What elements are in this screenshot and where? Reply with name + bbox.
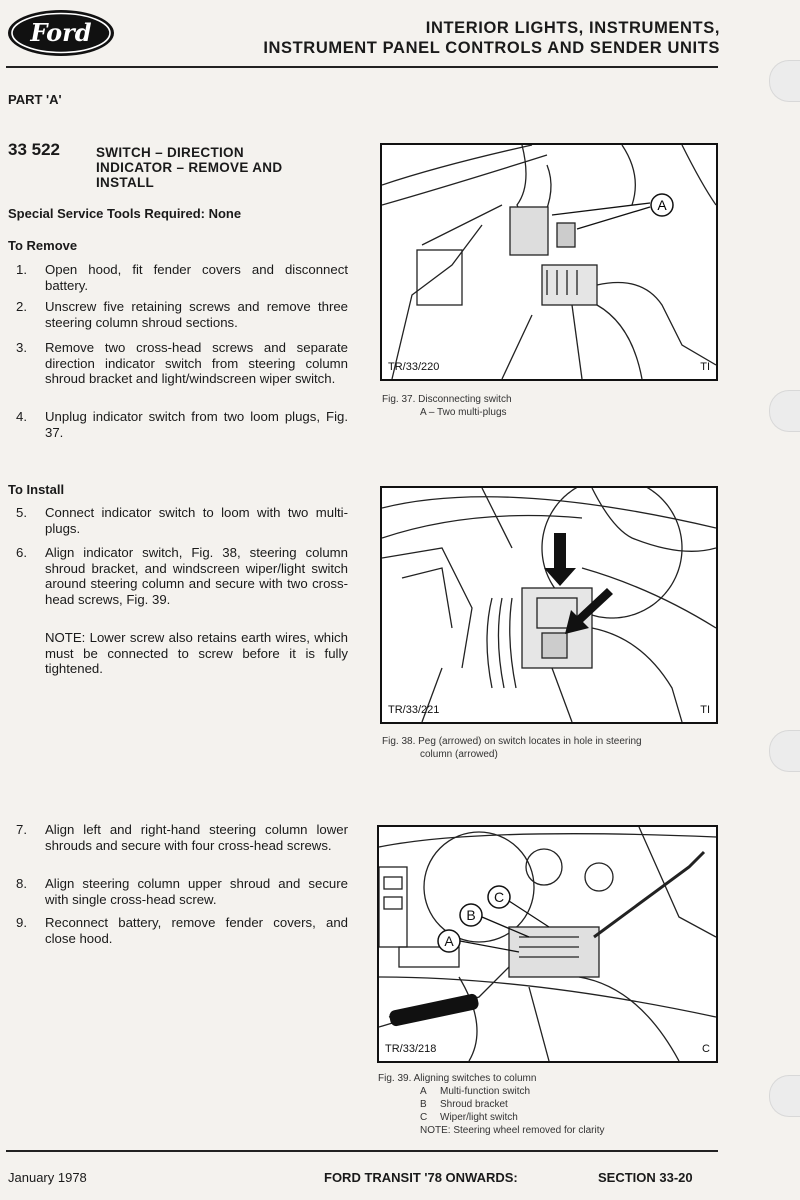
step-number: 6. [16,545,27,560]
step-number: 8. [16,876,27,891]
step-text: Reconnect battery, remove fender covers, and close hood. [45,915,348,946]
step-text: Remove two cross-head screws and separate direction indicator switch from steering column shroud bracket and light/windscreen wiper switch. [45,340,348,386]
remove-heading: To Remove [8,238,78,253]
figure-39 [377,825,718,1063]
section-number: 33 522 [8,140,60,159]
step-number: 9. [16,915,27,930]
step-2 [8,299,348,330]
step-text: Align left and right-hand steering column lower shrouds and secure with four cross-head screws. [45,822,348,853]
tools-required: Special Service Tools Required: None [8,206,242,221]
step-9 [8,915,348,946]
fig37-label-a: A [657,197,667,213]
figure-39-illustration [379,827,716,1061]
section-title [96,145,282,190]
figure-37 [380,143,718,381]
ford-logo-text: Ford [30,18,92,47]
binder-tab-4 [769,1075,800,1117]
section-title-line-2: INDICATOR – REMOVE AND [96,160,283,175]
step-text: Open hood, fit fender covers and disconnect battery. [45,262,348,293]
step-number: 5. [16,505,27,520]
figure-37-corner: TI [700,361,710,373]
legend-key: A [420,1086,427,1097]
page-title [263,18,720,58]
step-5 [8,505,348,536]
legend-value: Shroud bracket [440,1099,508,1110]
step-text: Unplug indicator switch from two loom plugs, Fig. 37. [45,409,348,440]
step-3 [8,340,348,387]
footer-model: FORD TRANSIT '78 ONWARDS: [324,1170,518,1185]
footer-section: SECTION 33-20 [598,1170,693,1185]
step-number: 2. [16,299,27,314]
fig39-label-c: C [493,889,505,905]
step-6 [8,545,348,607]
figure-39-id: TR/33/218 [385,1043,437,1055]
step-4 [8,409,348,440]
install-heading: To Install [8,482,65,497]
part-label: PART 'A' [8,92,62,107]
step-text: Align indicator switch, Fig. 38, steering column shroud bracket, and windscreen wiper/light switch around steering column and secure with two cross-head screws, Fig. 39. [45,545,348,607]
figure-37-item: A – Two multi-plugs [420,407,507,418]
figure-37-illustration [382,145,716,379]
figure-38-caption-cont: column (arrowed) [420,749,498,760]
page-title-line-2: INSTRUMENT PANEL CONTROLS AND SENDER UNITS [263,39,720,57]
figure-38-corner: TI [700,704,710,716]
figure-39-caption: Fig. 39. Aligning switches to column [378,1073,537,1084]
section-title-line-1: SWITCH – DIRECTION [96,145,244,160]
binder-tab-1 [769,60,800,102]
fig39-label-b: B [466,907,476,923]
legend-key: B [420,1099,427,1110]
step-number: 1. [16,262,27,277]
legend-key: C [420,1112,428,1123]
install-note: NOTE: Lower screw also retains earth wires, which must be connected to screw before it is fully tightened. [45,630,348,676]
binder-tab-3 [769,730,800,772]
figure-38-caption: Fig. 38. Peg (arrowed) on switch locates in hole in steering [382,736,642,747]
binder-tab-2 [769,390,800,432]
step-number: 3. [16,340,27,355]
fig39-label-a: A [444,933,454,949]
footer-rule [6,1150,718,1152]
step-text: Unscrew five retaining screws and remove three steering column shroud sections. [45,299,348,330]
section-title-line-3: INSTALL [96,175,155,190]
figure-39-corner: C [702,1043,710,1055]
figure-38 [380,486,718,724]
figure-39-legend [420,1086,680,1146]
header-rule [6,66,718,68]
figure-38-id: TR/33/221 [388,704,440,716]
figure-37-id: TR/33/220 [388,361,440,373]
step-8 [8,876,348,907]
legend-value: Wiper/light switch [440,1112,518,1123]
figure-39-note: NOTE: Steering wheel removed for clarity [420,1125,605,1136]
footer-date: January 1978 [8,1170,87,1185]
figure-37-caption: Fig. 37. Disconnecting switch [382,394,512,405]
figure-38-illustration [382,488,716,722]
step-text: Connect indicator switch to loom with two multi-plugs. [45,505,348,536]
step-7 [8,822,348,853]
ford-logo [6,8,116,58]
step-number: 4. [16,409,27,424]
page-title-line-1: INTERIOR LIGHTS, INSTRUMENTS, [425,19,720,37]
step-text: Align steering column upper shroud and secure with single cross-head screw. [45,876,348,907]
step-number: 7. [16,822,27,837]
legend-value: Multi-function switch [440,1086,531,1097]
step-1 [8,262,348,293]
